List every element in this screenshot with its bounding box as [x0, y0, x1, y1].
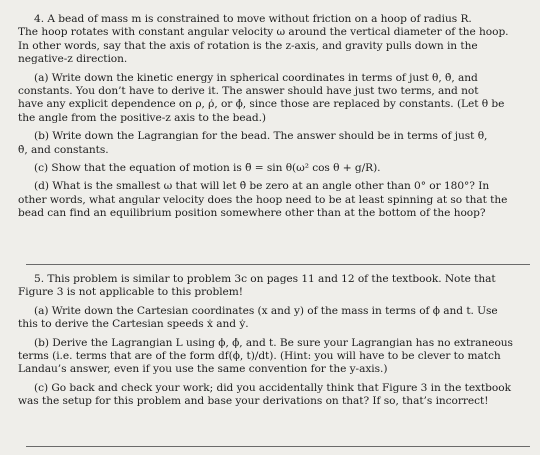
- text-line: the angle from the positive-z axis to the bead.): [18, 111, 267, 124]
- text-line: Figure 3 is not applicable to this problem!: [18, 286, 243, 299]
- section-divider: [26, 264, 530, 265]
- text-line: other words, what angular velocity does the hoop need to be at least spinning at so that the: [18, 193, 508, 206]
- text-line: this to derive the Cartesian speeds ẋ and ẏ.: [18, 318, 249, 331]
- problem-5b: [18, 337, 534, 377]
- text-line: 4. A bead of mass m is constrained to move without friction on a hoop of radius R.: [34, 13, 472, 25]
- problem-4c: [18, 162, 534, 175]
- text-line: (b) Write down the Lagrangian for the bead. The answer should be in terms of just θ,: [34, 130, 488, 143]
- problem-4a: [18, 72, 534, 126]
- text-line: (a) Write down the Cartesian coordinates (x and y) of the mass in terms of ϕ and t. Use: [34, 304, 498, 317]
- text-line: 5. This problem is similar to problem 3c on pages 11 and 12 of the textbook. Note that: [34, 273, 496, 285]
- problem-5-intro: [18, 273, 534, 300]
- text-line: (c) Show that the equation of motion is θ̈ = sin θ(ω² cos θ + g/R).: [34, 162, 381, 175]
- problem-4-intro: [18, 13, 534, 67]
- text-line: (a) Write down the kinetic energy in spherical coordinates in terms of just θ, θ̇, and: [34, 71, 478, 84]
- text-line: In other words, say that the axis of rotation is the z-axis, and gravity pulls down in the: [18, 39, 478, 52]
- problem-4b: [18, 130, 534, 157]
- problem-4d: [18, 180, 534, 220]
- problem-5c: [18, 382, 534, 409]
- text-line: θ̇, and constants.: [18, 143, 109, 156]
- problem-5a: [18, 305, 534, 332]
- problem-5: [18, 273, 534, 409]
- text-line: terms (i.e. terms that are of the form df(ϕ, t)/dt). (Hint: you will have to be clever to match: [18, 350, 501, 363]
- problem-4: [18, 13, 534, 221]
- text-line: Landau’s answer, even if you use the same convention for the y-axis.): [18, 363, 388, 376]
- text-line: bead can find an equilibrium position somewhere other than at the bottom of the hoop?: [18, 207, 486, 220]
- text-line: (c) Go back and check your work; did you accidentally think that Figure 3 in the textbook: [34, 381, 511, 394]
- text-line: (b) Derive the Lagrangian L using ϕ, ϕ̇, and t. Be sure your Lagrangian has no extraneous: [34, 336, 513, 349]
- text-line: was the setup for this problem and base your derivations on that? If so, that’s incorrect!: [18, 395, 489, 408]
- text-line: negative-z direction.: [18, 53, 128, 66]
- text-line: have any explicit dependence on ρ, ρ̇, or ϕ̇, since those are replaced by constants. (Let θ be: [18, 98, 505, 111]
- text-line: (d) What is the smallest ω that will let θ̇ be zero at an angle other than 0° or 180°? In: [34, 180, 490, 193]
- text-line: The hoop rotates with constant angular velocity ω around the vertical diameter of the hoop.: [18, 26, 509, 39]
- text-line: constants. You don’t have to derive it. The answer should have just two terms, and not: [18, 85, 479, 98]
- bottom-divider: [26, 446, 530, 447]
